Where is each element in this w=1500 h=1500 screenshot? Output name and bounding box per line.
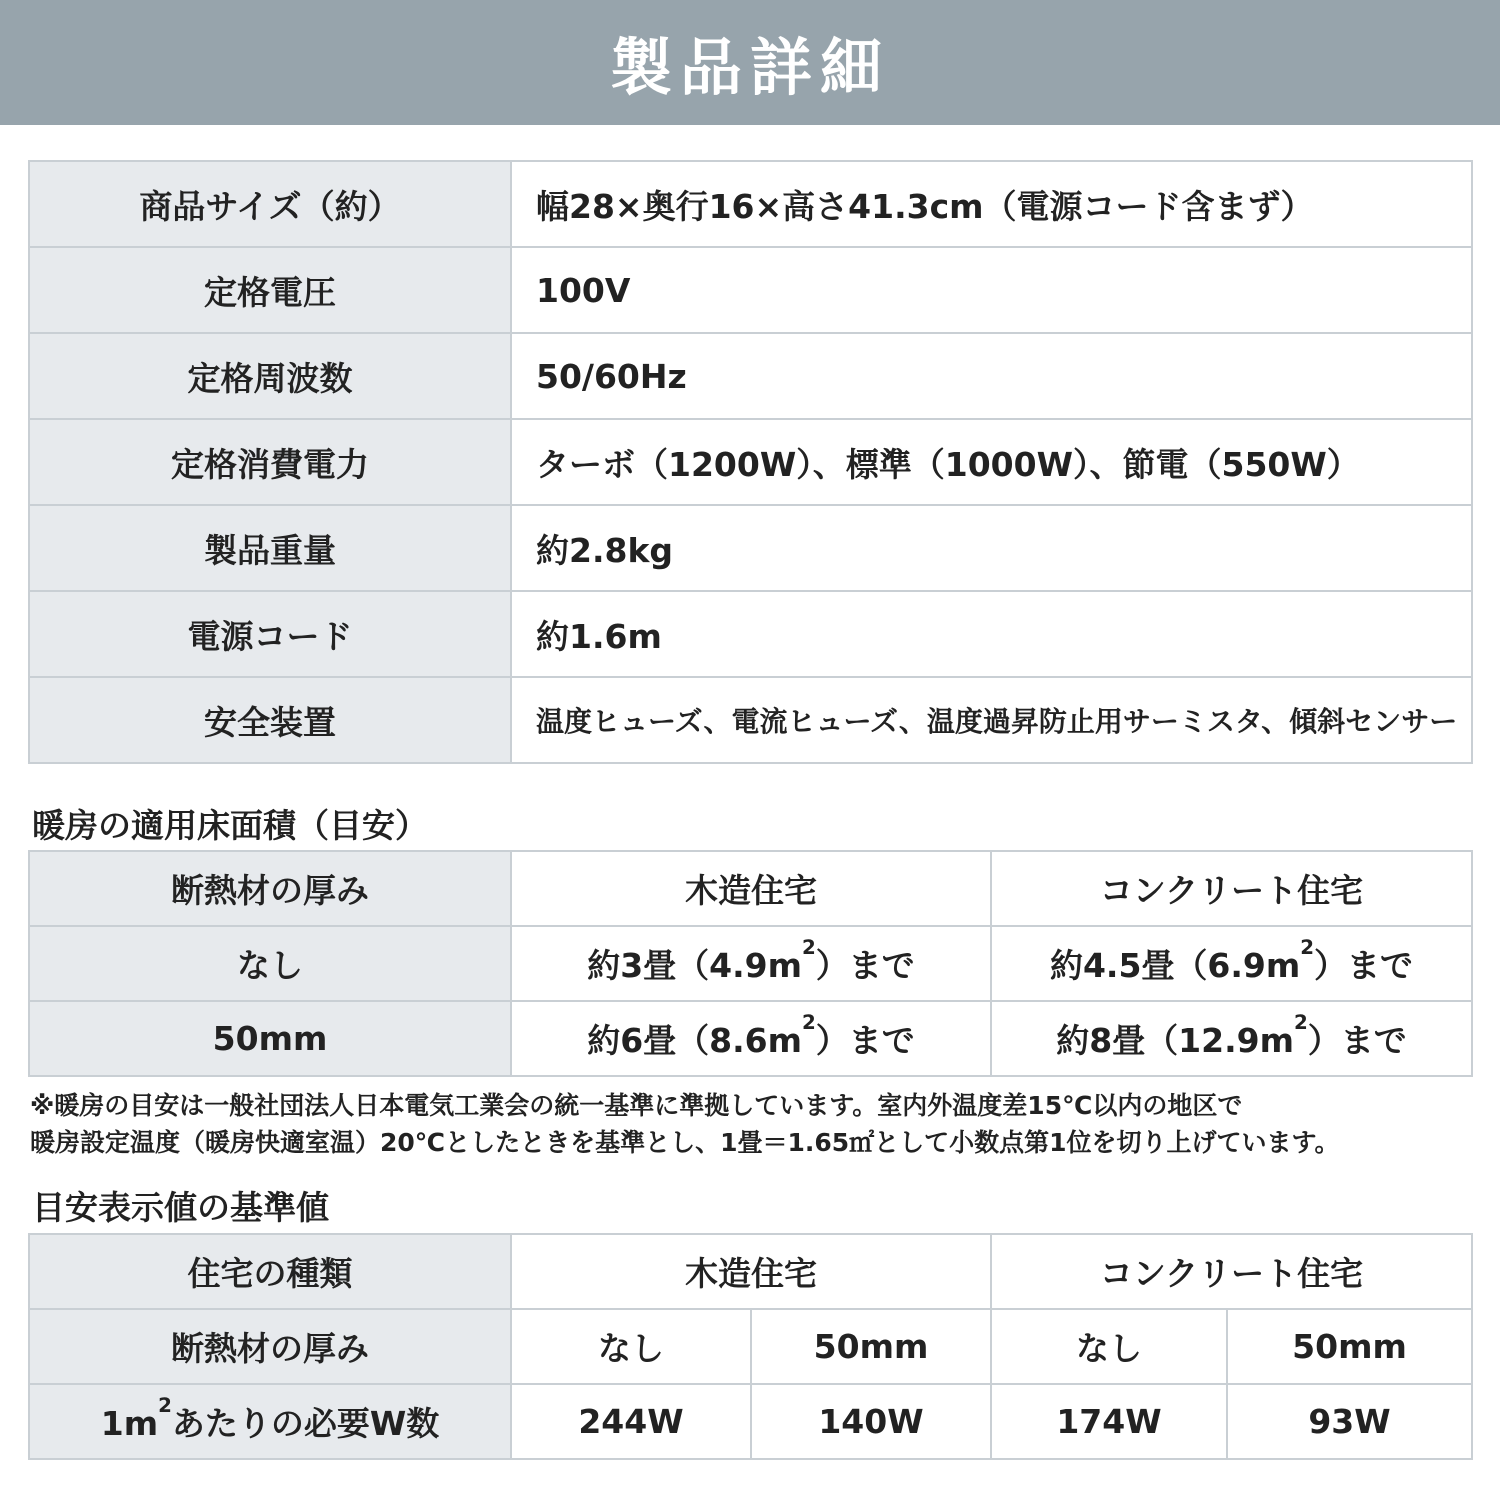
area-footnote-line-2: 暖房設定温度（暖房快適室温）20℃としたときを基準とし、1畳＝1.65㎡として小数点第1位を切り上げています。	[30, 1128, 1340, 1157]
area-concrete-50mm	[991, 1001, 1472, 1076]
spec-value-safety: 温度ヒューズ、電流ヒューズ、温度過昇防止用サーミスタ、傾斜センサー	[511, 677, 1472, 763]
basis-watts-wood-none: 244W	[511, 1384, 751, 1459]
area-table	[28, 850, 1473, 1077]
area-wood-none-pre: 約3畳（4.9m	[587, 946, 803, 985]
spec-label-weight: 製品重量	[29, 505, 511, 591]
spec-label-power: 定格消費電力	[29, 419, 511, 505]
basis-table	[28, 1233, 1473, 1460]
spec-value-voltage: 100V	[511, 247, 1472, 333]
spec-label-cord: 電源コード	[29, 591, 511, 677]
area-concrete-none-sup: 2	[1300, 936, 1315, 959]
basis-label-watts	[29, 1384, 511, 1459]
spec-row-voltage	[29, 247, 1472, 333]
basis-house-concrete: コンクリート住宅	[991, 1234, 1472, 1309]
spec-value-weight: 約2.8kg	[511, 505, 1472, 591]
area-footnote	[30, 1087, 1480, 1161]
area-footnote-line-1: ※暖房の目安は一般社団法人日本電気工業会の統一基準に準拠しています。室内外温度差15℃以内の地区で	[30, 1091, 1243, 1120]
area-wood-none-sup: 2	[802, 936, 816, 959]
area-wood-none	[511, 926, 991, 1001]
area-concrete-none-pre: 約4.5畳（6.9m	[1049, 946, 1301, 985]
basis-watts-wood-50mm: 140W	[751, 1384, 991, 1459]
spec-label-voltage: 定格電圧	[29, 247, 511, 333]
basis-row-insulation	[29, 1309, 1472, 1384]
spec-row-cord	[29, 591, 1472, 677]
spec-label-safety: 安全装置	[29, 677, 511, 763]
header-banner	[0, 0, 1500, 125]
basis-insulation-concrete-none: なし	[991, 1309, 1227, 1384]
area-header-row	[29, 851, 1472, 926]
spec-row-size	[29, 161, 1472, 247]
area-concrete-50mm-post: ）まで	[1307, 1021, 1407, 1060]
basis-row-house-type	[29, 1234, 1472, 1309]
spec-row-weight	[29, 505, 1472, 591]
area-concrete-50mm-sup: 2	[1294, 1011, 1308, 1034]
page-title: 製品詳細	[609, 31, 890, 104]
area-concrete-none-post: ）まで	[1314, 946, 1414, 985]
area-row-50mm	[29, 1001, 1472, 1076]
spec-value-power: ターボ（1200W）、標準（1000W）、節電（550W）	[511, 419, 1472, 505]
area-row-none	[29, 926, 1472, 1001]
basis-label-house-type: 住宅の種類	[29, 1234, 511, 1309]
area-wood-50mm-pre: 約6畳（8.6m	[587, 1021, 803, 1060]
basis-label-insulation: 断熱材の厚み	[29, 1309, 511, 1384]
area-concrete-none	[991, 926, 1472, 1001]
area-wood-none-post: ）まで	[815, 946, 915, 985]
spec-row-power	[29, 419, 1472, 505]
area-concrete-50mm-pre: 約8畳（12.9m	[1056, 1021, 1294, 1060]
area-header-wood: 木造住宅	[511, 851, 991, 926]
basis-section-title: 目安表示値の基準値	[32, 1188, 329, 1227]
basis-row-watts	[29, 1384, 1472, 1459]
spec-table	[28, 160, 1473, 764]
area-label-none: なし	[29, 926, 511, 1001]
area-section-title: 暖房の適用床面積（目安）	[32, 806, 428, 845]
basis-label-watts-pre: 1m	[100, 1404, 159, 1443]
spec-value-cord: 約1.6m	[511, 591, 1472, 677]
basis-watts-concrete-50mm: 93W	[1227, 1384, 1472, 1459]
area-label-50mm: 50mm	[29, 1001, 511, 1076]
basis-insulation-concrete-50mm: 50mm	[1227, 1309, 1472, 1384]
spec-label-size: 商品サイズ（約）	[29, 161, 511, 247]
spec-value-size: 幅28×奥行16×高さ41.3cm（電源コード含まず）	[511, 161, 1472, 247]
area-wood-50mm-post: ）まで	[815, 1021, 915, 1060]
area-wood-50mm-sup: 2	[802, 1011, 816, 1034]
basis-watts-concrete-none: 174W	[991, 1384, 1227, 1459]
spec-value-frequency: 50/60Hz	[511, 333, 1472, 419]
basis-label-watts-post: あたりの必要W数	[171, 1404, 440, 1443]
area-header-insulation: 断熱材の厚み	[29, 851, 511, 926]
spec-label-frequency: 定格周波数	[29, 333, 511, 419]
spec-row-frequency	[29, 333, 1472, 419]
basis-insulation-wood-none: なし	[511, 1309, 751, 1384]
basis-insulation-wood-50mm: 50mm	[751, 1309, 991, 1384]
basis-label-watts-sup: 2	[158, 1394, 172, 1417]
area-wood-50mm	[511, 1001, 991, 1076]
basis-house-wood: 木造住宅	[511, 1234, 991, 1309]
area-header-concrete: コンクリート住宅	[991, 851, 1472, 926]
spec-row-safety	[29, 677, 1472, 763]
